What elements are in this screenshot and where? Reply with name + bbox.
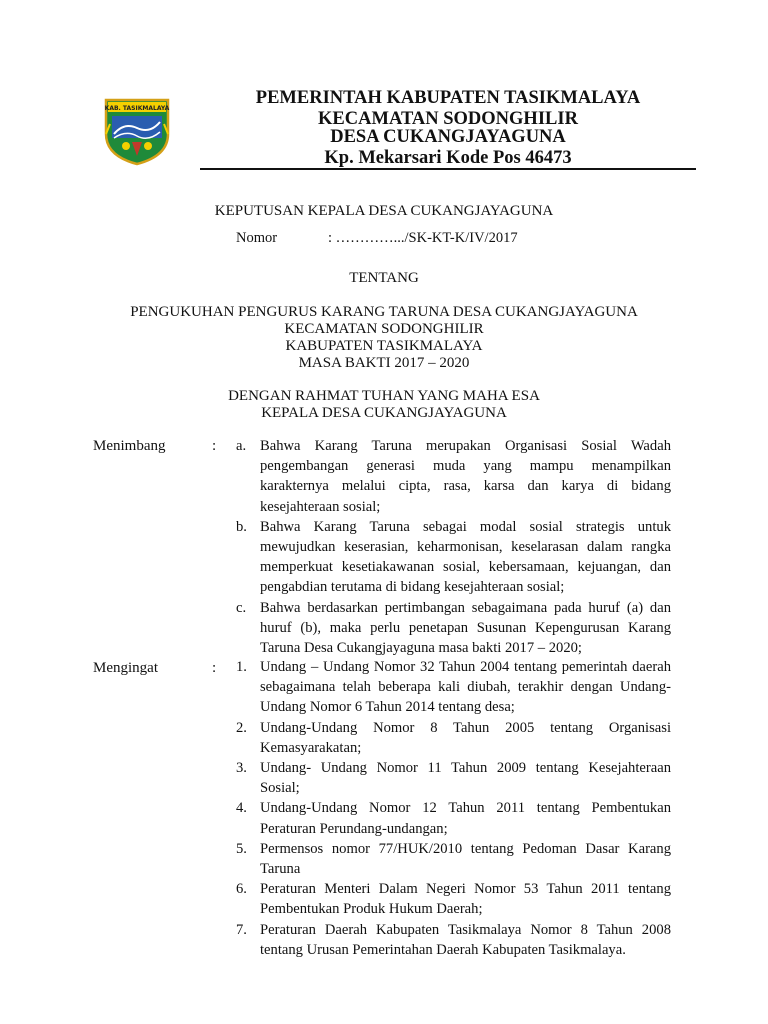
item-text: Bahwa Karang Taruna sebagai modal sosial strategis untuk mewujudkan keserasian, keharmonisan, keselarasan dalam rangka memperkuat kesetiakawanan sosial, kebersamaan, kejuangan, dan pengabdian terutama di bidang kesejahteraan sosial; — [260, 518, 671, 596]
list-item — [236, 839, 671, 879]
list-item — [236, 920, 671, 960]
list-item — [236, 758, 671, 798]
item-marker: 7. — [236, 921, 247, 938]
letterhead-line-1: PEMERINTAH KABUPATEN TASIKMALAYA — [255, 88, 641, 108]
mengingat-colon: : — [212, 660, 217, 676]
regency-emblem — [102, 94, 172, 166]
item-marker: c. — [236, 599, 247, 616]
item-text: Undang- Undang Nomor 11 Tahun 2009 tentang Kesejahteraan Sosial; — [260, 760, 671, 797]
invocation-line: DENGAN RAHMAT TUHAN YANG MAHA ESA — [228, 388, 540, 404]
nomor-label: Nomor — [236, 230, 278, 246]
item-text: Bahwa Karang Taruna merupakan Organisasi Sosial Wadah pengembangan generasi muda yang mampu menampilkan karakternya melalui cipta, rasa, karsa dan karya di bidang kesejahteraan sosial; — [260, 438, 671, 515]
list-item — [236, 598, 671, 659]
item-marker: 3. — [236, 760, 247, 777]
item-marker: a. — [236, 438, 247, 454]
letterhead-line-3: DESA CUKANGJAYAGUNA — [330, 127, 566, 147]
item-marker: 4. — [236, 800, 247, 817]
item-text: Peraturan Daerah Kabupaten Tasikmalaya Nomor 8 Tahun 2008 tentang Urusan Pemerintahan Daerah Kabupaten Tasikmalaya. — [260, 921, 671, 958]
menimbang-label: Menimbang — [93, 438, 166, 454]
item-text: Permensos nomor 77/HUK/2010 tentang Pedoman Dasar Karang Taruna — [260, 840, 671, 878]
decree-title: KEPUTUSAN KEPALA DESA CUKANGJAYAGUNA — [214, 203, 554, 219]
list-item — [236, 517, 671, 598]
item-text: Undang-Undang Nomor 12 Tahun 2011 tentang Pembentukan Peraturan Perundang-undangan; — [260, 800, 671, 837]
item-text: Undang – Undang Nomor 32 Tahun 2004 tentang pemerintah daerah sebagaimana telah beberapa kali diubah, terakhir dengan Undang-Undang Nomor 6 Tahun 2014 tentang desa; — [260, 659, 671, 716]
list-item — [236, 657, 671, 718]
list-item — [236, 879, 671, 919]
menimbang-list — [236, 436, 671, 658]
nomor-value: : ………….../SK-KT-K/IV/2017 — [328, 230, 518, 246]
letterhead-rule — [200, 168, 696, 170]
item-marker: 5. — [236, 840, 247, 857]
item-marker: 2. — [236, 719, 247, 736]
item-marker: 1. — [236, 659, 247, 675]
list-item — [236, 798, 671, 838]
menimbang-colon: : — [212, 438, 217, 454]
subject-line: PENGUKUHAN PENGURUS KARANG TARUNA DESA CUKANGJAYAGUNA — [130, 304, 638, 320]
item-marker: b. — [236, 518, 247, 535]
mengingat-list — [236, 657, 671, 960]
item-text: Bahwa berdasarkan pertimbangan sebagaimana pada huruf (a) dan huruf (b), maka perlu penetapan Susunan Kepengurusan Karang Taruna Desa Cukangjayaguna masa bakti 2017 – 2020; — [260, 599, 671, 657]
subject-line: KABUPATEN TASIKMALAYA — [285, 338, 483, 354]
item-marker: 6. — [236, 881, 247, 898]
item-text: Undang-Undang Nomor 8 Tahun 2005 tentang Organisasi Kemasyarakatan; — [260, 719, 671, 756]
subject-line: KECAMATAN SODONGHILIR — [284, 321, 484, 337]
emblem-label: KAB. TASIKMALAYA — [104, 105, 170, 112]
mengingat-label: Mengingat — [93, 660, 158, 676]
invocation-line: KEPALA DESA CUKANGJAYAGUNA — [261, 405, 507, 421]
subject-line: MASA BAKTI 2017 – 2020 — [298, 355, 470, 371]
tentang-heading: TENTANG — [349, 270, 419, 286]
list-item — [236, 718, 671, 758]
letterhead-address: Kp. Mekarsari Kode Pos 46473 — [324, 148, 572, 168]
letterhead-line-2: KECAMATAN SODONGHILIR — [318, 109, 578, 129]
item-text: Peraturan Menteri Dalam Negeri Nomor 53 Tahun 2011 tentang Pembentukan Produk Hukum Daerah; — [260, 881, 671, 918]
list-item — [236, 436, 671, 517]
